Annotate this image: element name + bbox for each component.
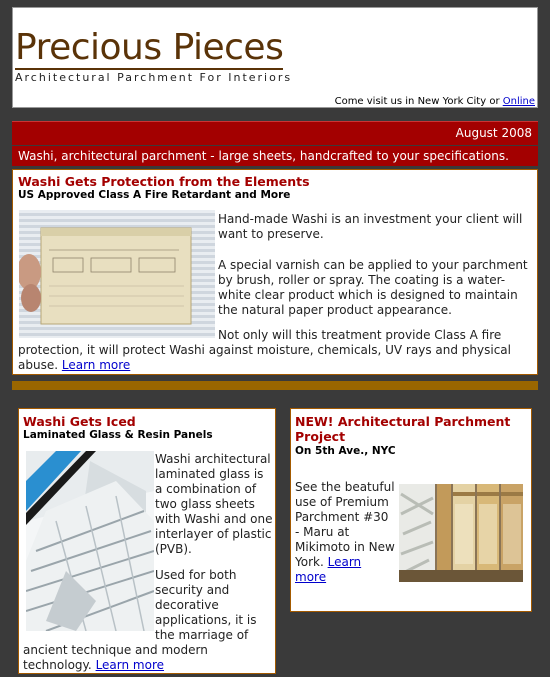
main-article-title: Washi Gets Protection from the Elements [18, 174, 310, 189]
brand-tagline: Architectural Parchment For Interiors [15, 71, 293, 84]
logo-underline [15, 68, 283, 70]
iced-learn-more-link[interactable]: Learn more [95, 658, 165, 672]
project-article-title: NEW! Architectural Parchment Project [295, 414, 511, 444]
mikimoto-installation-photo [399, 484, 523, 582]
project-article-body-text: See the beatuful use of Premium Parchment #30 - Maru at Mikimoto in New York. [295, 480, 395, 569]
main-article-para-3 [18, 328, 530, 373]
iced-article [18, 408, 276, 674]
issue-date: August 2008 [455, 126, 532, 140]
iced-article-para-1: Washi architectural laminated glass is a combination of two glass sheets with Washi and one interlayer of plastic (PVB). [155, 452, 273, 556]
main-article-para-1: Hand-made Washi is an investment your client will want to preserve. [218, 212, 523, 241]
iced-article-para-3-text: ancient technique and modern technology. [23, 643, 208, 672]
section-divider [12, 381, 538, 390]
visit-line [335, 96, 535, 107]
laminated-glass-photo [26, 451, 154, 631]
project-learn-more-link[interactable]: Learn more [295, 555, 362, 584]
main-learn-more-link[interactable]: Learn more [61, 358, 131, 372]
washi-sample-photo [19, 210, 215, 338]
iced-article-para-3 [23, 643, 273, 673]
main-article-para-3-text: Not only will this treatment provide Class A fire protection, it will protect Washi against moisture, chemicals, UV rays and physical abuse. [18, 328, 511, 372]
project-article-subtitle: On 5th Ave., NYC [295, 445, 396, 457]
online-link[interactable]: Online [502, 96, 535, 107]
subtitle-bar [12, 146, 538, 166]
iced-article-subtitle: Laminated Glass & Resin Panels [23, 429, 213, 441]
iced-article-title: Washi Gets Iced [23, 414, 136, 429]
brand-logo: Precious Pieces [15, 27, 284, 68]
iced-article-para-2: Used for both security and decorative applications, it is the marriage of [155, 568, 257, 642]
main-article-subtitle: US Approved Class A Fire Retardant and More [18, 189, 291, 201]
date-bar [12, 121, 538, 145]
visit-text: Come visit us in New York City or [334, 96, 503, 107]
newsletter-header [12, 7, 538, 108]
project-article [290, 408, 532, 612]
project-article-body [295, 480, 395, 585]
main-article-para-2: A special varnish can be applied to your parchment by brush, roller or spray. The coating is a water-white clear product which is designed to maintain the natural paper product appearance. [218, 258, 528, 317]
newsletter-subtitle: Washi, architectural parchment - large sheets, handcrafted to your specifications. [18, 149, 509, 163]
main-article [12, 169, 538, 375]
